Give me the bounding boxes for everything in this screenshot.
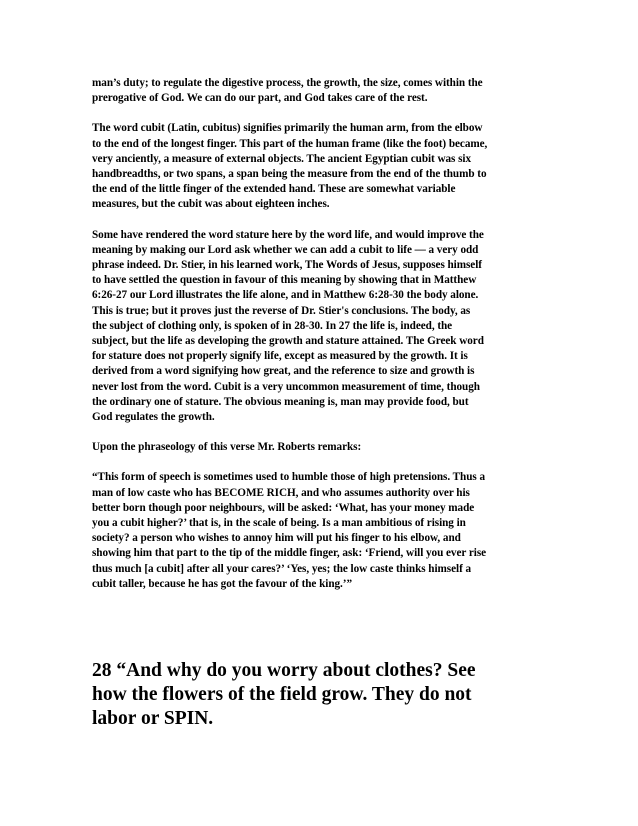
text-line: God regulates the growth.: [92, 411, 215, 424]
text-line: the ordinary one of stature. The obvious meaning is, man may provide food, but: [92, 395, 469, 408]
text-line: meaning by making our Lord ask whether we can add a cubit to life — a very odd: [92, 243, 479, 256]
text-line: cubit taller, because he has got the favour of the king.’”: [92, 577, 353, 590]
heading-line: how the flowers of the field grow. They do not: [92, 684, 472, 705]
text-line: man of low caste who has BECOME RICH, and who assumes authority over his: [92, 486, 470, 499]
heading-line: 28 “And why do you worry about clothes? See: [92, 660, 476, 681]
text-line: society? a person who wishes to annoy him will put his finger to his elbow, and: [92, 532, 461, 545]
paragraph-intro: [92, 76, 562, 106]
heading-line: labor or SPIN.: [92, 708, 214, 729]
text-line: for stature does not properly signify life, except as measured by the growth. It is: [92, 350, 468, 363]
text-line: better born though poor neighbours, will be asked: ‘What, has your money made: [92, 501, 475, 514]
paragraph-stature: [92, 228, 562, 426]
text-line: derived from a word signifying how great, and the reference to size and growth is: [92, 365, 475, 378]
text-line: subject, but the life as developing the growth and stature attained. The Greek word: [92, 335, 484, 348]
text-line: to have settled the question in favour of this meaning by showing that in Matthew: [92, 274, 477, 287]
text-line: the subject of clothing only, is spoken of in 28-30. In 27 the life is, indeed, the: [92, 319, 453, 332]
paragraph-roberts-intro: [92, 440, 562, 455]
document-body: [92, 76, 562, 592]
text-line: you a cubit higher?’ that is, in the scale of being. Is a man ambitious of rising in: [92, 517, 466, 530]
text-line: showing him that part to the tip of the middle finger, ask: ‘Friend, will you ever rise: [92, 547, 487, 560]
text-line: phrase indeed. Dr. Stier, in his learned work, The Words of Jesus, supposes himself: [92, 259, 482, 272]
text-line: prerogative of God. We can do our part, and God takes care of the rest.: [92, 92, 428, 105]
text-line: “This form of speech is sometimes used to humble those of high pretensions. Thus a: [92, 471, 485, 484]
text-line: to the end of the longest finger. This part of the human frame (like the foot) became,: [92, 137, 488, 150]
text-line: the end of the little finger of the extended hand. These are somewhat variable: [92, 183, 456, 196]
text-line: man’s duty; to regulate the digestive process, the growth, the size, comes within the: [92, 77, 483, 89]
text-line: thus much [a cubit] after all your cares?’ ‘Yes, yes; the low caste thinks himself a: [92, 562, 472, 575]
text-line: measures, but the cubit was about eighteen inches.: [92, 198, 330, 211]
text-line: handbreadths, or two spans, a span being the measure from the end of the thumb to: [92, 168, 487, 181]
text-line: Some have rendered the word stature here by the word life, and would improve the: [92, 228, 484, 241]
text-line: never lost from the word. Cubit is a very uncommon measurement of time, though: [92, 380, 480, 393]
text-line: The word cubit (Latin, cubitus) signifies primarily the human arm, from the elbow: [92, 122, 483, 135]
text-line: Upon the phraseology of this verse Mr. Roberts remarks:: [92, 441, 362, 454]
text-line: 6:26-27 our Lord illustrates the life alone, and in Matthew 6:28-30 the body alone.: [92, 289, 479, 302]
verse-heading: [92, 659, 562, 731]
paragraph-roberts-quote: [92, 470, 562, 592]
paragraph-cubit-definition: [92, 121, 562, 212]
text-line: This is true; but it proves just the reverse of Dr. Stier's conclusions. The body, as: [92, 304, 471, 317]
text-line: very anciently, a measure of external objects. The ancient Egyptian cubit was six: [92, 152, 471, 165]
